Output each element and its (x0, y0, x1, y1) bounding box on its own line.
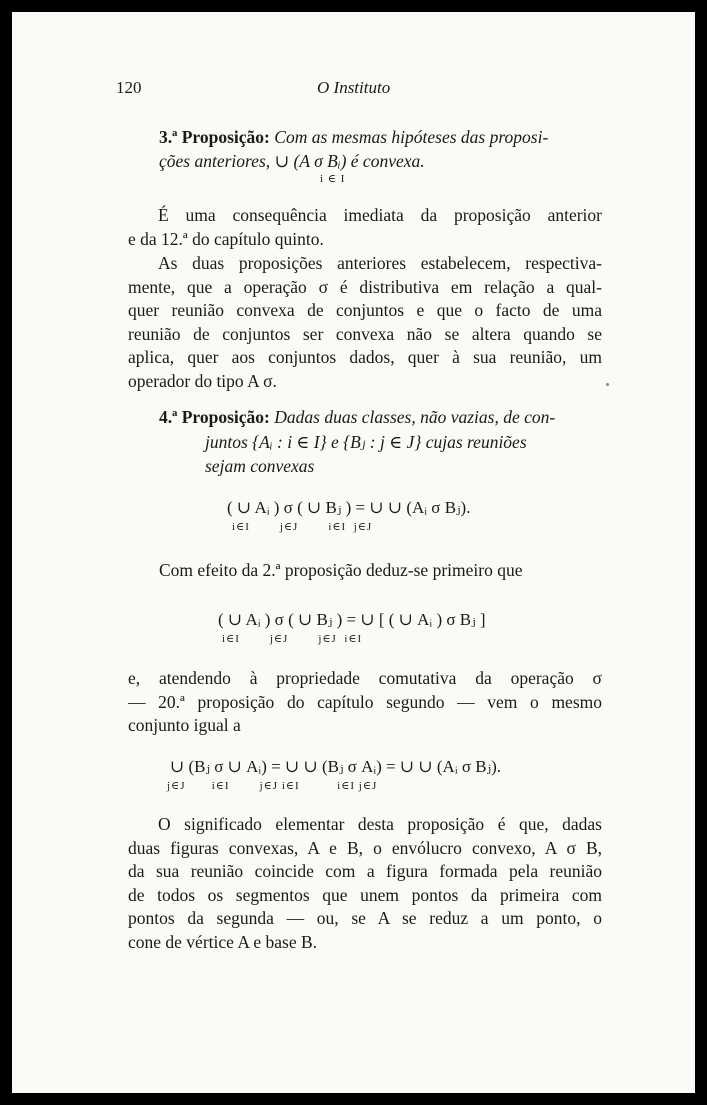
paragraph-2-line: reunião de conjuntos ser convexa não se altera quando se (128, 323, 602, 344)
equation-3-subscripts: j∈J i∈I j∈J i∈I i∈I j∈J (167, 780, 378, 792)
paragraph-1 (128, 204, 602, 251)
prop3-line2: ções anteriores, ∪ (A σ Bᵢ) é convexa. (159, 151, 425, 171)
page-number: 120 (116, 78, 142, 97)
paragraph-5-line: O significado elementar desta proposição é que, dadas (158, 814, 602, 834)
prop3-subscript: i ∈ I (320, 173, 346, 185)
prop4-line1 (159, 407, 555, 428)
paragraph-5-line: de todos os segmentos que unem pontos da primeira com (128, 884, 602, 905)
speck (606, 383, 609, 386)
equation-2: ( ∪ Aᵢ ) σ ( ∪ Bⱼ ) = ∪ [ ( ∪ Aᵢ ) σ Bⱼ ] (218, 610, 486, 629)
paragraph-4-line: conjunto igual a (128, 715, 241, 736)
paragraph-4-line: — 20.ª proposição do capítulo segundo — vem o mesmo (128, 691, 602, 712)
paragraph-5 (128, 813, 602, 955)
prop4-line2: juntos {Aᵢ : i ∈ I} e {Bⱼ : j ∈ J} cujas reuniões (205, 432, 527, 452)
paragraph-2-line: mente, que a operação σ é distributiva em relação a qual- (128, 276, 602, 297)
paragraph-1-line2: e da 12.ª do capítulo quinto. (128, 228, 324, 249)
paragraph-2-line: quer reunião convexa de conjuntos e que o facto de uma (128, 300, 602, 321)
paragraph-4 (128, 667, 602, 738)
paragraph-2-line: operador do tipo A σ. (128, 370, 277, 391)
paragraph-5-line: pontos da segunda — ou, se A se reduz a um ponto, o (128, 908, 602, 929)
paragraph-5-line: cone de vértice A e base B. (128, 931, 318, 952)
prop3-label: 3.ª Proposição: (159, 127, 270, 147)
prop4-text-1: Dadas duas classes, não vazias, de con- (274, 407, 556, 427)
running-title: O Instituto (317, 78, 391, 97)
prop4-line3: sejam convexas (205, 456, 315, 476)
paragraph-2-line: As duas proposições anteriores estabelecem, respectiva- (158, 253, 602, 273)
equation-2-subscripts: i∈I j∈J j∈J i∈I (222, 633, 363, 645)
prop3-text-1: Com as mesmas hipóteses das proposi- (274, 127, 549, 147)
paragraph-2 (128, 252, 602, 394)
prop3-line1 (159, 127, 548, 148)
paragraph-5-line: da sua reunião coincide com a figura formada pela reunião (128, 861, 602, 882)
paragraph-5-line: duas figuras convexas, A e B, o envólucro convexo, A σ B, (128, 837, 602, 858)
paragraph-1-line1: É uma consequência imediata da proposição anterior (158, 205, 602, 225)
prop4-label: 4.ª Proposição: (159, 407, 270, 427)
book-page (12, 12, 695, 1093)
paragraph-4-line: e, atendendo à propriedade comutativa da operação σ (128, 668, 602, 688)
equation-3: ∪ (Bⱼ σ ∪ Aᵢ) = ∪ ∪ (Bⱼ σ Aᵢ) = ∪ ∪ (Aᵢ σ Bⱼ). (170, 757, 502, 776)
paragraph-2-line: aplica, quer aos conjuntos dados, quer à sua reunião, um (128, 347, 602, 368)
equation-1: ( ∪ Aᵢ ) σ ( ∪ Bⱼ ) = ∪ ∪ (Aᵢ σ Bⱼ). (227, 498, 471, 517)
paragraph-3: Com efeito da 2.ª proposição deduz-se primeiro que (159, 560, 523, 580)
equation-1-subscripts: i∈I j∈J i∈I j∈J (232, 521, 373, 533)
